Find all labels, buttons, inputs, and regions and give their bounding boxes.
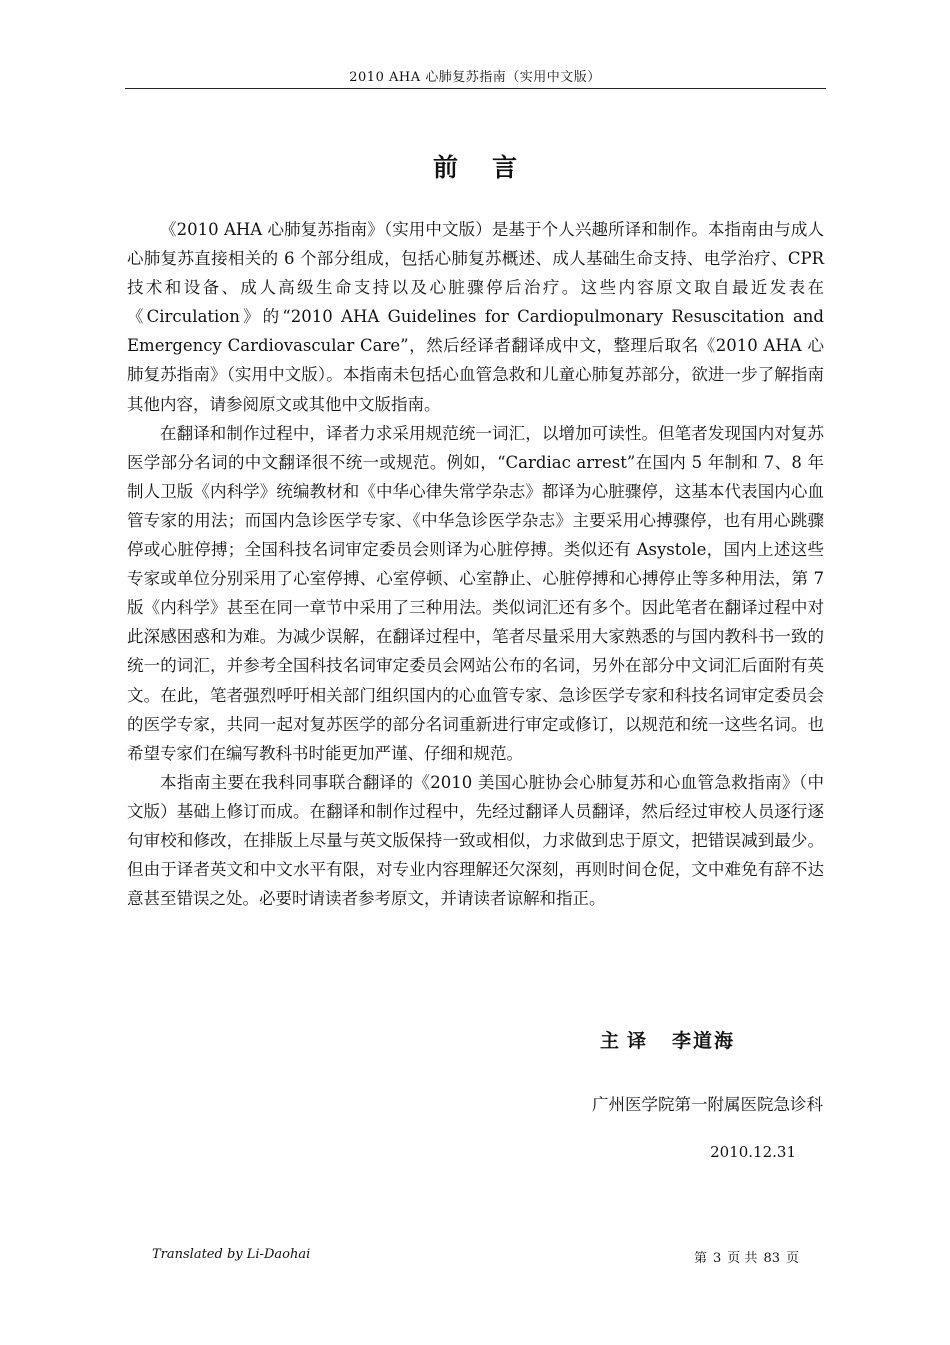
running-header: 2010 AHA 心肺复苏指南（实用中文版）	[349, 70, 601, 85]
preface-body	[127, 215, 824, 913]
paragraph-revision: 本指南主要在我科同事联合翻译的《2010 美国心脏协会心肺复苏和心血管急救指南》（中文版）基础上修订而成。在翻译和制作过程中，先经过翻译人员翻译，然后经过审校人员逐行逐句审校和修改，在排版上尽量与英文版保持一致或相似，力求做到忠于原文，把错误减到最少。但由于译者英文和中文水平有限，对专业内容理解还欠深刻，再则时间仓促，文中难免有辞不达意甚至错误之处。必要时请读者参考原文，并请读者谅解和指正。	[127, 772, 824, 909]
header-rule	[125, 88, 826, 89]
page-current: 3	[713, 1251, 722, 1266]
page-suffix: 页	[785, 1251, 799, 1266]
translator-role: 主译	[600, 1030, 655, 1052]
paragraph-terminology: 在翻译和制作过程中，译者力求采用规范统一词汇，以增加可读性。但笔者发现国内对复苏医学部分名词的中文翻译很不统一或规范。例如，“Cardiac arrest”在国内 5 年制和 7、8 年制人卫版《内科学》统编教材和《中华心律失常学杂志》都译为心脏骤停，这基本代表国内心血管专家的用法；而国内急诊医学专家、《中华急诊医学杂志》主要采用心搏骤停，也有用心跳骤停或心脏停搏；全国科技名词审定委员会则译为心脏停搏。类似还有 Asystole，国内上述这些专家或单位分别采用了心室停搏、心室停顿、心室静止、心脏停搏和心搏停止等多种用法，第 7 版《内科学》甚至在同一章节中采用了三种用法。类似词汇还有多个。因此笔者在翻译过程中对此深感困惑和为难。为减少误解，在翻译过程中，笔者尽量采用大家熟悉的与国内教科书一致的统一的词汇，并参考全国科技名词审定委员会网站公布的名词，另外在部分中文词汇后面附有英文。在此，笔者强烈呼吁相关部门组织国内的心血管专家、急诊医学专家和科技名词审定委员会的医学专家，共同一起对复苏医学的部分名词重新进行审定或修订，以规范和统一这些名词。也希望专家们在编写教科书时能更加严谨、仔细和规范。	[127, 423, 824, 763]
translator-line	[600, 1026, 830, 1053]
translator-affiliation: 广州医学院第一附属医院急诊科	[592, 1095, 823, 1114]
signature-date: 2010.12.31	[710, 1143, 796, 1161]
page-prefix: 第	[694, 1251, 708, 1266]
footer-credit: Translated by Li-Daohai	[152, 1247, 311, 1262]
page-title: 前言	[432, 153, 551, 182]
translator-name: 李道海	[672, 1030, 736, 1052]
page-number	[600, 1247, 799, 1266]
page-middle: 页 共	[727, 1251, 758, 1266]
paragraph-intro: 《2010 AHA 心肺复苏指南》（实用中文版）是基于个人兴趣所译和制作。本指南由与成人心肺复苏直接相关的 6 个部分组成，包括心肺复苏概述、成人基础生命支持、电学治疗、CPR 技术和设备、成人高级生命支持以及心脏骤停后治疗。这些内容原文取自最近发表在《Circulation》的“2010 AHA Guidelines for Cardiopulmonary Resuscitation and Emergency Cardiovascular Care”，然后经译者翻译成中文，整理后取名《2010 AHA 心肺复苏指南》（实用中文版）。本指南未包括心血管急救和儿童心肺复苏部分，欲进一步了解指南其他内容，请参阅原文或其他中文版指南。	[127, 220, 824, 414]
page-total: 83	[763, 1251, 780, 1266]
